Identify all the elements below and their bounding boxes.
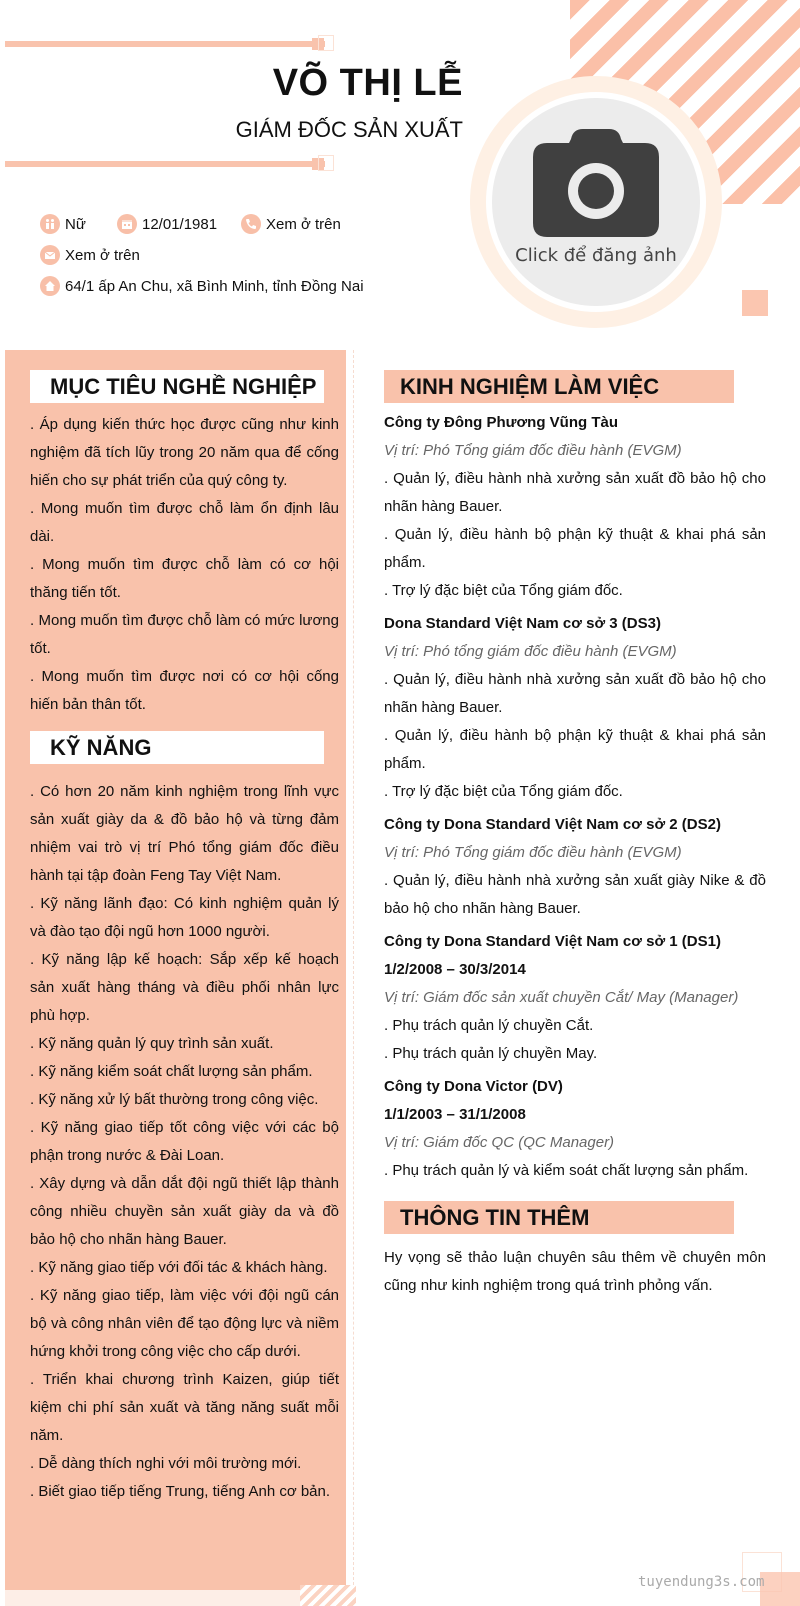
additional-heading: THÔNG TIN THÊM <box>384 1201 734 1234</box>
job-duty: . Trợ lý đặc biệt của Tổng giám đốc. <box>384 783 623 800</box>
contact-address-value: 64/1 ấp An Chu, xã Bình Minh, tỉnh Đồng Nai <box>65 277 364 295</box>
job-position: Vị trí: Phó Tổng giám đốc điều hành (EVGM) <box>384 844 682 861</box>
watermark: tuyendung3s.com <box>638 1574 765 1590</box>
skills-heading: KỸ NĂNG <box>30 731 324 764</box>
skill-item: . Xây dựng và dẫn dắt đội ngũ thiết lập thành công nhiều chuyền sản xuất giày da và đồ bảo hộ cho nhãn hàng Bauer. <box>30 1175 339 1248</box>
skill-item: . Có hơn 20 năm kinh nghiệm trong lĩnh vực sản xuất giày da & đồ bảo hộ và từng đảm nhiệm vai trò vị trí Phó tổng giám đốc điều hành tại tập đoàn Feng Tay Việt Nam. <box>30 783 339 884</box>
job-company: Dona Standard Việt Nam cơ sở 3 (DS3) <box>384 615 661 632</box>
header-line-bottom <box>5 161 325 167</box>
header-line-outline-bottom <box>318 155 334 171</box>
job-date: 1/1/2003 – 31/1/2008 <box>384 1106 526 1123</box>
contact-dob <box>117 214 217 234</box>
job-duty: . Quản lý, điều hành nhà xưởng sản xuất đồ bảo hộ cho nhãn hàng Bauer. <box>384 671 766 716</box>
objective-item: . Mong muốn tìm được chỗ làm có cơ hội thăng tiến tốt. <box>30 556 339 601</box>
skill-item: . Kỹ năng giao tiếp tốt công việc với các bộ phận trong nước & Đài Loan. <box>30 1119 339 1164</box>
objective-heading: MỤC TIÊU NGHỀ NGHIỆP <box>30 370 324 403</box>
job-entry <box>384 409 766 605</box>
job-duty: . Trợ lý đặc biệt của Tổng giám đốc. <box>384 582 623 599</box>
job-duty: . Phụ trách quản lý chuyền May. <box>384 1045 598 1062</box>
job-company: Công ty Dona Standard Việt Nam cơ sở 1 (DS1) <box>384 933 721 950</box>
job-position: Vị trí: Phó tổng giám đốc điều hành (EVGM) <box>384 643 677 660</box>
contact-email-value: Xem ở trên <box>65 246 140 264</box>
job-duty: . Quản lý, điều hành bộ phận kỹ thuật & khai phá sản phẩm. <box>384 526 766 571</box>
contact-address <box>40 276 364 296</box>
objective-item: . Mong muốn tìm được chỗ làm có mức lương tốt. <box>30 612 339 657</box>
home-icon <box>40 276 60 296</box>
calendar-icon <box>117 214 137 234</box>
skill-item: . Kỹ năng giao tiếp, làm việc với đội ngũ cán bộ và công nhân viên để tạo động lực và niềm hứng khởi trong công việc cho cấp dưới. <box>30 1287 339 1360</box>
job-entry <box>384 1073 766 1185</box>
additional-text: Hy vọng sẽ thảo luận chuyên sâu thêm về chuyên môn cũng như kinh nghiệm trong quá trình phỏng vấn. <box>384 1249 766 1294</box>
contact-dob-value: 12/01/1981 <box>142 215 218 233</box>
job-entry <box>384 811 766 923</box>
skill-item: . Biết giao tiếp tiếng Trung, tiếng Anh cơ bản. <box>30 1483 331 1500</box>
contact-phone <box>241 214 341 234</box>
skill-item: . Dễ dàng thích nghi với môi trường mới. <box>30 1455 302 1472</box>
skill-item: . Kỹ năng quản lý quy trình sản xuất. <box>30 1035 274 1052</box>
phone-icon <box>241 214 261 234</box>
header-line-top <box>5 41 325 47</box>
job-duty: . Phụ trách quản lý và kiểm soát chất lượng sản phẩm. <box>384 1162 749 1179</box>
gender-icon <box>40 214 60 234</box>
objective-item: . Mong muốn tìm được nơi có cơ hội cống hiến bản thân tốt. <box>30 668 339 713</box>
skill-item: . Kỹ năng lập kế hoạch: Sắp xếp kế hoạch sản xuất hàng tháng và điều phối nhân lực phù hợp. <box>30 951 339 1024</box>
camera-icon <box>533 129 659 237</box>
contact-gender <box>40 214 86 234</box>
candidate-name: VÕ THỊ LỄ <box>272 62 463 104</box>
job-duty: . Quản lý, điều hành bộ phận kỹ thuật & khai phá sản phẩm. <box>384 727 766 772</box>
contact-phone-value: Xem ở trên <box>266 215 341 233</box>
job-position: Vị trí: Giám đốc QC (QC Manager) <box>384 1134 615 1151</box>
skill-item: . Triển khai chương trình Kaizen, giúp tiết kiệm chi phí sản xuất và tăng năng suất mỗi năm. <box>30 1371 339 1444</box>
contact-gender-value: Nữ <box>65 215 86 233</box>
objective-item: . Mong muốn tìm được chỗ làm ổn định lâu dài. <box>30 500 339 545</box>
header-line-outline-top <box>318 35 334 51</box>
photo-caption[interactable]: Click để đăng ảnh <box>515 244 677 266</box>
job-company: Công ty Dona Standard Việt Nam cơ sở 2 (DS2) <box>384 816 721 833</box>
skill-item: . Kỹ năng xử lý bất thường trong công việc. <box>30 1091 319 1108</box>
candidate-title: GIÁM ĐỐC SẢN XUẤT <box>235 117 463 142</box>
left-column <box>5 350 346 1590</box>
job-duty: . Phụ trách quản lý chuyền Cắt. <box>384 1017 594 1034</box>
header-square-decoration <box>742 290 768 316</box>
job-duty: . Quản lý, điều hành nhà xưởng sản xuất đồ bảo hộ cho nhãn hàng Bauer. <box>384 470 766 515</box>
right-column <box>384 370 766 1300</box>
contact-email <box>40 245 140 265</box>
job-entry <box>384 928 766 1068</box>
skill-item: . Kỹ năng kiểm soát chất lượng sản phẩm. <box>30 1063 313 1080</box>
left-column-bottom-strip <box>5 1590 346 1606</box>
job-position: Vị trí: Giám đốc sản xuất chuyền Cắt/ May (Manager) <box>384 989 739 1006</box>
job-company: Công ty Dona Victor (DV) <box>384 1078 563 1095</box>
experience-heading: KINH NGHIỆM LÀM VIỆC <box>384 370 734 403</box>
objective-item: . Áp dụng kiến thức học được cũng như kinh nghiệm đã tích lũy trong 20 năm qua để cống hiến cho sự phát triển của quý công ty. <box>30 416 339 489</box>
skill-item: . Kỹ năng lãnh đạo: Có kinh nghiệm quản lý và đào tạo đội ngũ hơn 1000 người. <box>30 895 339 940</box>
photo-upload[interactable] <box>470 76 722 328</box>
job-company: Công ty Đông Phương Vũng Tàu <box>384 414 618 431</box>
bottom-stripes-decoration <box>300 1585 356 1606</box>
job-position: Vị trí: Phó Tổng giám đốc điều hành (EVGM) <box>384 442 682 459</box>
photo-placeholder[interactable] <box>492 98 700 306</box>
job-entry <box>384 610 766 806</box>
corner-square-decoration <box>760 1572 800 1606</box>
job-duty: . Quản lý, điều hành nhà xưởng sản xuất giày Nike & đồ bảo hộ cho nhãn hàng Bauer. <box>384 872 766 917</box>
skill-item: . Kỹ năng giao tiếp với đối tác & khách hàng. <box>30 1259 328 1276</box>
email-icon <box>40 245 60 265</box>
job-date: 1/2/2008 – 30/3/2014 <box>384 961 526 978</box>
